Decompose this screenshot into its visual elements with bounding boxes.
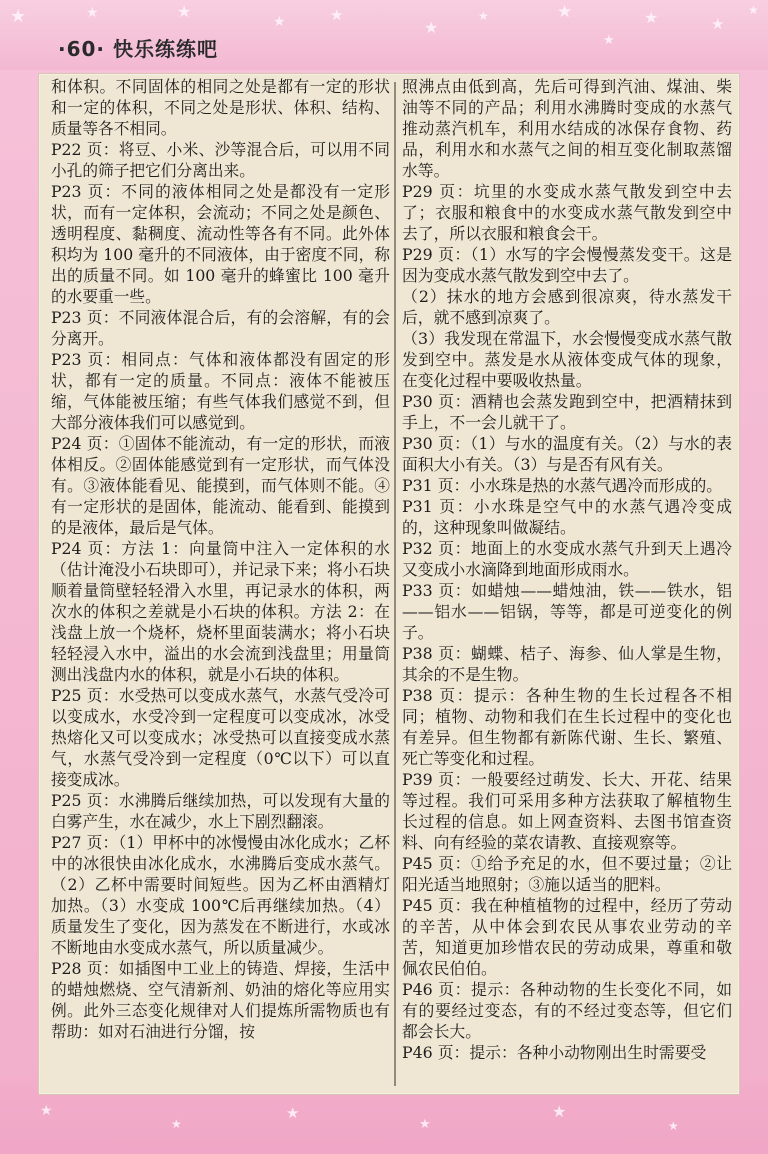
paragraph: P28 页：如插图中工业上的铸造、焊接，生活中的蜡烛燃烧、空气清新剂、奶油的熔化等应用实例。此外三态变化规律对人们提炼所需物质也有帮助：如对石油进行分馏，按 [51,959,390,1041]
paragraph: （3）我发现在常温下，水会慢慢变成水蒸气散发到空中。蒸发是水从液体变成气体的现象，在变化过程中要吸收热量。 [402,329,732,390]
paragraph: P22 页：将豆、小米、沙等混合后，可以用不同小孔的筛子把它们分离出来。 [51,140,390,180]
star-icon: ★ [603,33,615,48]
star-icon: ★ [424,18,439,37]
paragraph: P32 页：地面上的水变成水蒸气升到天上遇冷又变成小水滴降到地面形成雨水。 [402,539,732,579]
paragraph: P30 页：（1）与水的温度有关。（2）与水的表面积大小有关。（3）与是否有风有关。 [402,434,732,474]
paragraph: P29 页：（1）水写的字会慢慢蒸发变干。这是因为变成水蒸气散发到空中去了。 [402,245,732,285]
paragraph: P29 页：坑里的水变成水蒸气散发到空中去了；衣服和粮食中的水变成水蒸气散发到空中去了，所以衣服和粮食会干。 [402,182,732,243]
star-icon: ★ [557,2,573,22]
paragraph: P25 页：水沸腾后继续加热，可以发现有大量的白雾产生，水在减少，水上下剧烈翻滚。 [51,791,390,831]
star-icon: ★ [478,9,489,23]
page-title: ·60· 快乐练练吧 [58,37,218,61]
star-icon: ★ [177,2,192,21]
star-icon: ★ [668,1119,679,1133]
left-column [51,74,390,1090]
right-column [402,74,732,1090]
paragraph: P24 页：方法 1：向量筒中注入一定体积的水（估计淹没小石块即可），并记录下来；将小石块顺着量筒壁轻轻滑入水里，再记录水的体积，两次水的体积之差就是小石块的体积。方法 2：在浅盘上放一个烧杯，烧杯里面装满水；将小石块轻轻浸入水中，溢出的水会流到浅盘里；用量筒测出浅盘内水的体积，就是小石块的体积。 [51,539,390,684]
paragraph: P46 页：提示：各种小动物刚出生时需要受 [402,1043,707,1062]
star-icon: ★ [748,3,759,17]
star-icon: ★ [10,6,27,27]
paragraph: P24 页：①固体不能流动，有一定的形状，而液体相反。②固体能感觉到有一定形状，而气体没有。③液体能看见、能摸到，而气体则不能。④有一定形状的是固体，能流动、能看到、能摸到的是液体，最后是气体。 [51,434,390,537]
star-icon: ★ [330,6,344,24]
star-icon: ★ [552,1102,567,1121]
content-panel [38,73,740,1095]
paragraph: P25 页：水受热可以变成水蒸气，水蒸气受冷可以变成水，水受冷到一定程度可以变成冰，冰受热熔化又可以变成水；冰受热可以直接变成水蒸气，水蒸气受冷到一定程度（0℃以下）可以直接变成冰。 [51,686,390,789]
star-icon: ★ [644,8,659,27]
star-icon: ★ [86,5,99,21]
star-icon: ★ [273,14,286,30]
paragraph: （2）抹水的地方会感到很凉爽，待水蒸发干后，就不感到凉爽了。 [402,287,732,327]
paragraph: P27 页：（1）甲杯中的冰慢慢由冰化成水；乙杯中的冰很快由冰化成水，水沸腾后变成水蒸气。（2）乙杯中需要时间短些。因为乙杯由酒精灯加热。（3）水变成 100℃后再继续加热。（4）质量发生了变化，因为蒸发在不断进行，水或冰不断地由水变成水蒸气，所以质量减少。 [51,833,390,957]
paragraph: P38 页：蝴蝶、桔子、海参、仙人掌是生物，其余的不是生物。 [402,644,732,684]
paragraph: 照沸点由低到高，先后可得到汽油、煤油、柴油等不同的产品；利用水沸腾时变成的水蒸气推动蒸汽机车，利用水结成的冰保存食物、药品，利用水和水蒸气之间的相互变化制取蒸馏水等。 [402,77,732,180]
star-icon: ★ [419,1117,431,1132]
paragraph: P45 页：①给予充足的水，但不要过量；②让阳光适当地照射；③施以适当的肥料。 [402,854,732,894]
star-icon: ★ [40,1103,53,1119]
paragraph: P46 页：提示：各种动物的生长变化不同，如有的要经过变态，有的不经过变态等，但它们都会长大。 [402,980,732,1041]
paragraph: P23 页：相同点：气体和液体都没有固定的形状，都有一定的质量。不同点：液体不能被压缩，气体能被压缩；有些气体我们感觉不到，但大部分液体我们可以感觉到。 [51,350,390,432]
star-icon: ★ [171,1117,182,1131]
star-icon: ★ [711,15,725,33]
paragraph: P33 页：如蜡烛——蜡烛油，铁——铁水，铝——铝水——铝锅，等等，都是可逆变化的例子。 [402,581,732,642]
paragraph: P31 页：小水珠是空气中的水蒸气遇冷变成的，这种现象叫做凝结。 [402,497,732,537]
star-icon: ★ [286,1104,300,1122]
column-divider [394,82,396,1086]
paragraph: P23 页：不同的液体相同之处是都没有一定形状，而有一定体积，会流动；不同之处是颜色、透明程度、黏稠度、流动性等各有不同。此外体积均为 100 毫升的不同液体，由于密度不同，称出的质量不同。如 100 毫升的蜂蜜比 100 毫升的水要重一些。 [51,182,390,306]
paragraph: P38 页：提示：各种生物的生长过程各不相同；植物、动物和我们在生长过程中的变化也有差异。但生物都有新陈代谢、生长、繁殖、死亡等变化和过程。 [402,686,732,768]
paragraph: P45 页：我在种植植物的过程中，经历了劳动的辛苦，从中体会到农民从事农业劳动的辛苦，知道更加珍惜农民的劳动成果，尊重和敬佩农民伯伯。 [402,896,732,978]
paragraph: P23 页：不同液体混合后，有的会溶解，有的会分离开。 [51,308,390,348]
paragraph: P30 页：酒精也会蒸发跑到空中，把酒精抹到手上，不一会儿就干了。 [402,392,732,432]
paragraph: P39 页：一般要经过萌发、长大、开花、结果等过程。我们可采用多种方法获取了解植物生长过程的信息。如上网查资料、去图书馆查资料、向有经验的菜农请教、直接观察等。 [402,770,732,852]
paragraph: P31 页：小水珠是热的水蒸气遇冷而形成的。 [402,476,723,495]
paragraph: 和体积。不同固体的相同之处是都有一定的形状和一定的体积，不同之处是形状、体积、结构、质量等各不相同。 [51,77,390,138]
